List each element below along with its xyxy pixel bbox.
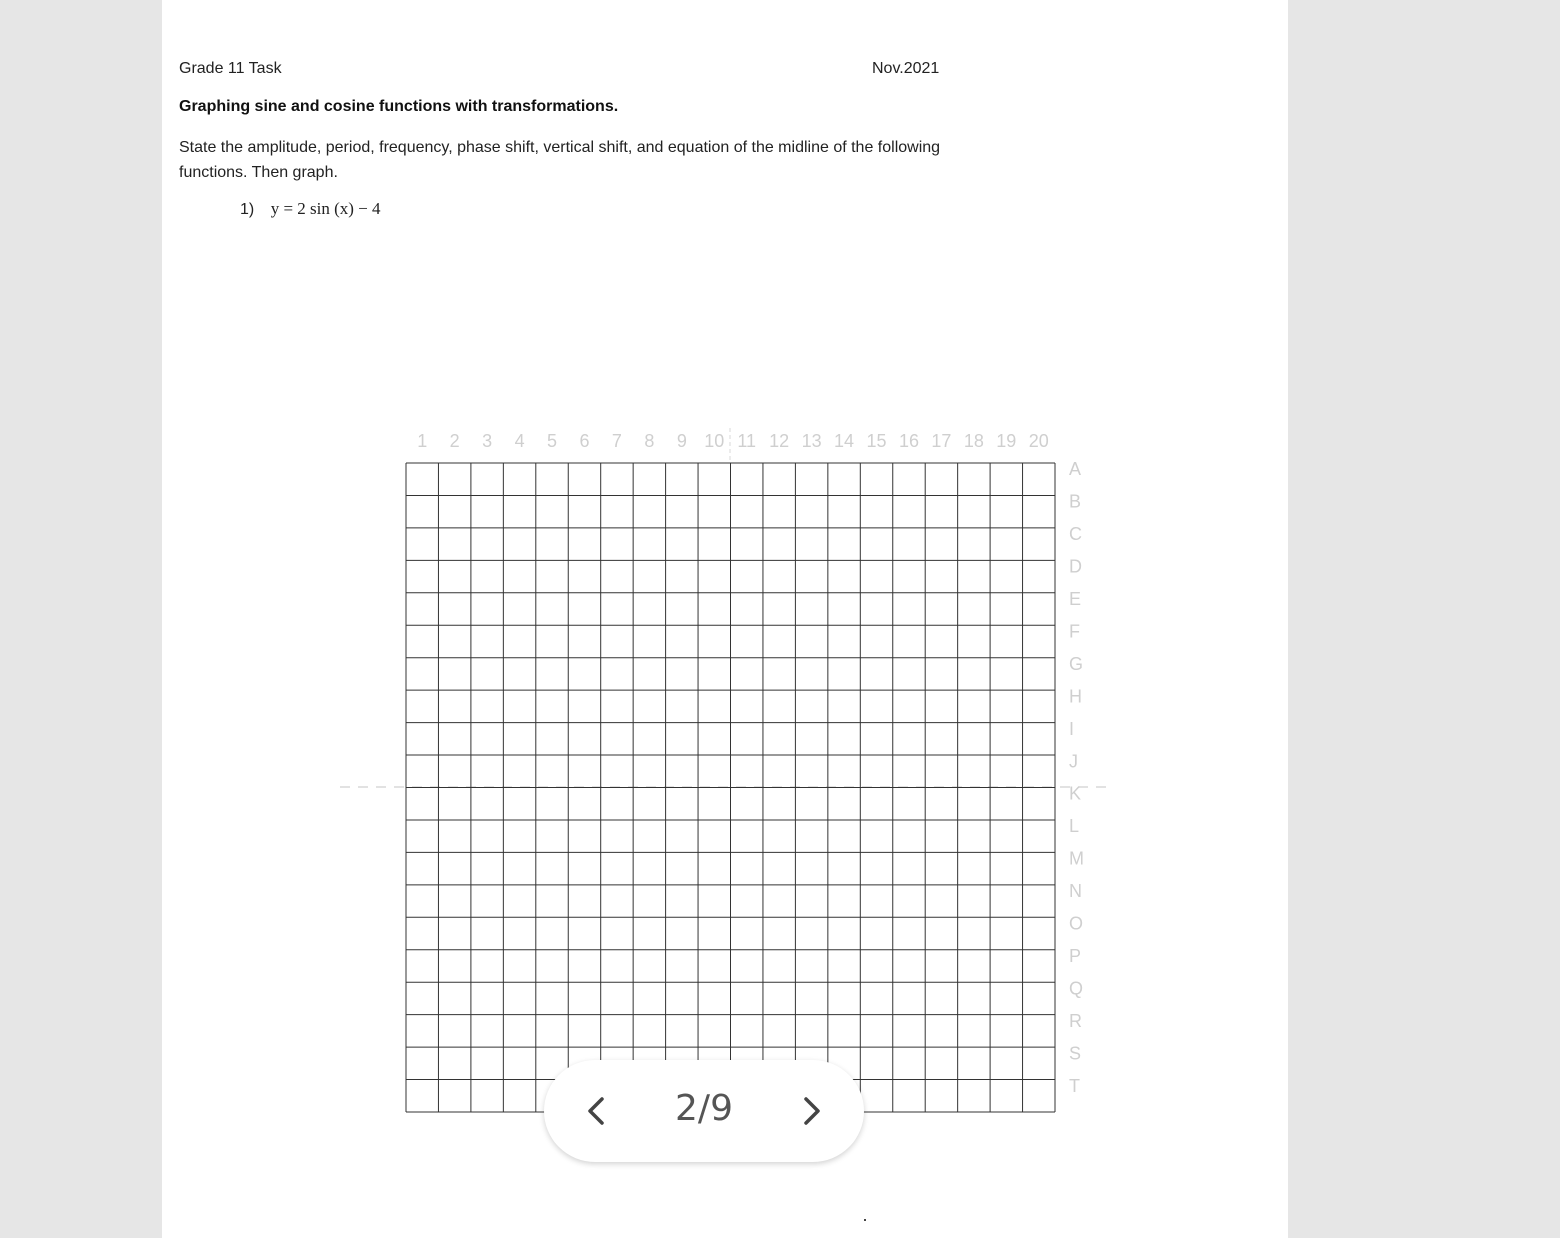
column-label: 8 — [644, 431, 655, 451]
row-label: D — [1069, 556, 1082, 577]
row-label: N — [1069, 881, 1082, 902]
column-label: 4 — [514, 431, 525, 451]
row-label: L — [1069, 816, 1080, 837]
row-label: B — [1069, 491, 1082, 512]
previous-page-button[interactable] — [576, 1091, 616, 1131]
column-label: 1 — [417, 431, 428, 451]
header-left: Grade 11 Task — [179, 60, 282, 77]
column-label: 17 — [931, 431, 952, 451]
column-label: 10 — [704, 431, 725, 451]
column-label: 20 — [1028, 431, 1049, 451]
problem-number: 1) — [240, 201, 255, 218]
column-label: 9 — [676, 431, 687, 451]
row-label: R — [1069, 1010, 1082, 1031]
row-label: G — [1069, 653, 1084, 674]
column-label: 13 — [801, 431, 822, 451]
row-label: H — [1069, 686, 1082, 707]
column-label: 7 — [611, 431, 622, 451]
column-label: 19 — [996, 431, 1017, 451]
page-navigator — [544, 1060, 864, 1162]
next-page-button[interactable] — [792, 1091, 832, 1131]
row-label: O — [1069, 913, 1084, 934]
column-label: 15 — [866, 431, 887, 451]
header-right: Nov.2021 — [872, 60, 940, 77]
column-label: 14 — [834, 431, 855, 451]
column-label: 16 — [898, 431, 919, 451]
column-label: 2 — [449, 431, 460, 451]
page-title: Graphing sine and cosine functions with transformations. — [179, 98, 619, 115]
row-label: S — [1069, 1043, 1082, 1064]
row-label: P — [1069, 945, 1082, 966]
row-label: T — [1069, 1075, 1080, 1096]
column-label: 12 — [769, 431, 790, 451]
column-label: 18 — [963, 431, 984, 451]
column-label: 3 — [482, 431, 493, 451]
row-label: E — [1069, 589, 1082, 610]
instructions-text: State the amplitude, period, frequency, phase shift, vertical shift, and equation of the midline of the following functions. Then graph. — [179, 139, 941, 181]
row-label: A — [1069, 459, 1082, 480]
row-label: M — [1069, 848, 1084, 869]
chevron-left-icon — [576, 1091, 616, 1131]
row-label: J — [1069, 751, 1078, 772]
row-label: I — [1069, 718, 1075, 739]
row-label: C — [1069, 524, 1082, 545]
column-label: 11 — [737, 431, 757, 451]
column-label: 5 — [547, 431, 558, 451]
row-label: K — [1069, 783, 1082, 804]
page-indicator: 2/9 — [675, 1088, 733, 1129]
chevron-right-icon — [792, 1091, 832, 1131]
row-label: Q — [1069, 978, 1084, 999]
page-mark — [864, 1219, 866, 1221]
problem-equation: y = 2 sin (x) − 4 — [270, 199, 381, 218]
row-label: F — [1069, 621, 1080, 642]
column-label: 6 — [579, 431, 590, 451]
